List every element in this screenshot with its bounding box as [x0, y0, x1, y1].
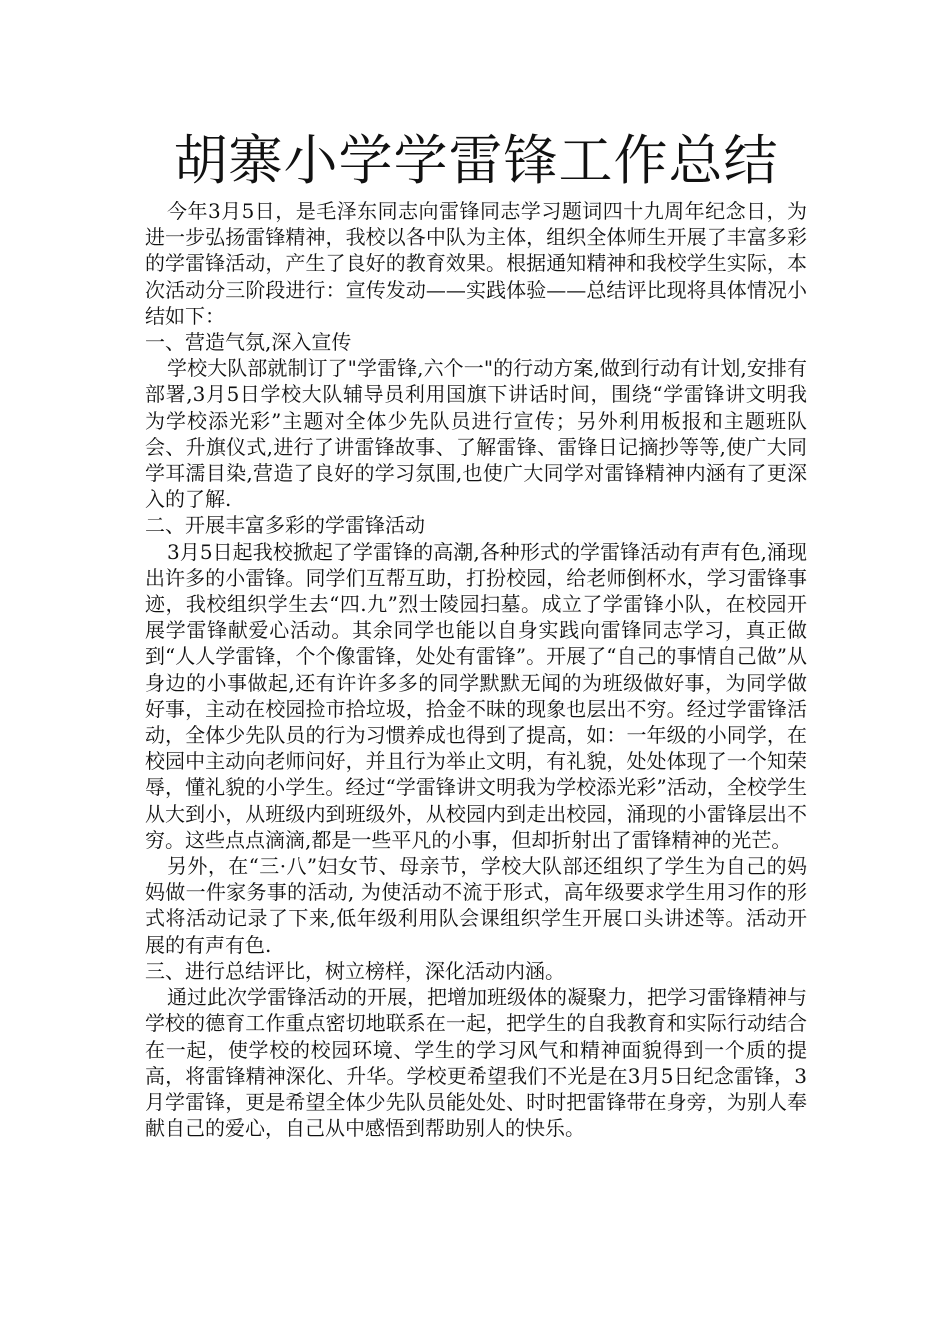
section-heading-3: 三、进行总结评比，树立榜样，深化活动内涵。 [145, 958, 565, 983]
document-page [145, 128, 807, 1141]
section-2-paragraph-1: 3月5日起我校掀起了学雷锋的高潮,各种形式的学雷锋活动有声有色,涌现出许多的小雷锋。同学们互帮互助，打扮校园，给老师倒杯水，学习雷锋事迹，我校组织学生去“四.九”烈士陵园扫墓。成立了学雷锋小队，在校园开展学雷锋献爱心活动。其余同学也能以自身实践向雷锋同志学习，真正做到“人人学雷锋，个个像雷锋，处处有雷锋”。开展了“自己的事情自己做”从身边的小事做起,还有许许多多的同学默默无闻的为班级做好事，为同学做好事，主动在校园捡市拾垃圾，拾金不昧的现象也层出不穷。经过学雷锋活动，全体少先队员的行为习惯养成也得到了提高，如：一年级的小同学，在校园中主动向老师问好，并且行为举止文明，有礼貌，处处体现了一个知荣辱，懂礼貌的小学生。经过“学雷锋讲文明我为学校添光彩”活动，全校学生从大到小，从班级内到班级外，从校园内到走出校园，涌现的小雷锋层出不穷。这些点点滴滴,都是一些平凡的小事，但却折射出了雷锋精神的光芒。 [145, 539, 807, 852]
section-heading-2: 二、开展丰富多彩的学雷锋活动 [145, 513, 425, 538]
document-title: 胡寨小学学雷锋工作总结 [173, 129, 779, 192]
section-heading-1: 一、营造气氛,深入宣传 [145, 330, 352, 355]
document-body [145, 198, 807, 1141]
section-2-paragraph-2: 另外，在“三·八”妇女节、母亲节，学校大队部还组织了学生为自己的妈妈做一件家务事的活动, 为使活动不流于形式，高年级要求学生用习作的形式将活动记录了下来,低年级利用队会课组织学生开展口头讲述等。活动开展的有声有色. [145, 854, 807, 957]
section-3-paragraph-1: 通过此次学雷锋活动的开展，把增加班级体的凝聚力，把学习雷锋精神与学校的德育工作重点密切地联系在一起，把学生的自我教育和实际行动结合在一起，使学校的校园环境、学生的学习风气和精神面貌得到一个质的提高，将雷锋精神深化、升华。学校更希望我们不光是在3月5日纪念雷锋，3月学雷锋，更是希望全体少先队员能处处、时时把雷锋带在身旁，为别人奉献自己的爱心，自己从中感悟到帮助别人的快乐。 [145, 985, 807, 1141]
section-1-paragraph-1: 学校大队部就制订了"学雷锋,六个一"的行动方案,做到行动有计划,安排有部署,3月5日学校大队辅导员利用国旗下讲话时间，围绕“学雷锋讲文明我为学校添光彩”主题对全体少先队员进行宣传；另外利用板报和主题班队会、升旗仪式,进行了讲雷锋故事、了解雷锋、雷锋日记摘抄等等,使广大同学耳濡目染,营造了良好的学习氛围,也使广大同学对雷锋精神内涵有了更深入的了解. [145, 356, 807, 512]
intro-paragraph: 今年3月5日，是毛泽东同志向雷锋同志学习题词四十九周年纪念日，为进一步弘扬雷锋精神，我校以各中队为主体，组织全体师生开展了丰富多彩的学雷锋活动，产生了良好的教育效果。根据通知精神和我校学生实际，本次活动分三阶段进行：宣传发动——实践体验——总结评比现将具体情况小结如下： [145, 199, 807, 328]
